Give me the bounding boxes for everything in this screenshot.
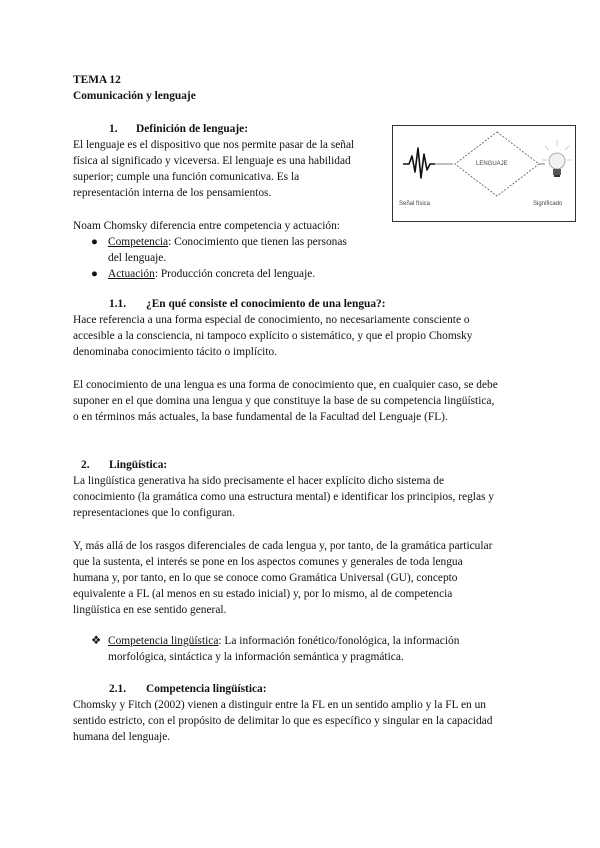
diagram-right-label: Significado xyxy=(533,201,563,207)
doc-subtitle: Comunicación y lenguaje xyxy=(73,90,196,102)
diagram-center-label: LENGUAJE xyxy=(476,161,508,167)
paragraph-line: Hace referencia a una forma especial de conocimiento, no necesariamente consciente o xyxy=(73,314,470,326)
paragraph-line: superior; cumple una función comunicativa. Es la xyxy=(73,171,300,183)
paragraph-line: suponer en el que domina una lengua y que constituye la base de su competencia lingüística, xyxy=(73,395,495,407)
paragraph-line: denominaba conocimiento tácito o implícito. xyxy=(73,346,278,358)
paragraph-line: equivalente a FL (al menos en su estado inicial) y, por lo mismo, al de competencia xyxy=(73,588,453,600)
section-1-1-title: ¿En qué consiste el conocimiento de una lengua?: xyxy=(146,298,386,310)
section-2-1-number: 2.1. xyxy=(109,683,127,695)
paragraph-line: El lenguaje es el dispositivo que nos permite pasar de la señal xyxy=(73,139,355,151)
section-1-1-paragraph-1 xyxy=(73,312,533,360)
paragraph-line: Y, más allá de los rasgos diferenciales de cada lengua y, por tanto, de la gramática particular xyxy=(73,540,493,552)
bullet-text: del lenguaje. xyxy=(108,252,167,264)
bullet-term: Actuación xyxy=(108,268,155,280)
paragraph-line: humana y, por tanto, en lo que se conoce como Gramática Universal (GU), concepto xyxy=(73,572,458,584)
paragraph-line: que la sustenta, el interés se pone en los aspectos comunes y generales de toda lengua xyxy=(73,556,463,568)
language-diagram xyxy=(392,125,576,222)
doc-title: TEMA 12 xyxy=(73,74,121,86)
paragraph-line: física al significado y viceversa. El lenguaje es una habilidad xyxy=(73,155,351,167)
bullet-icon: ● xyxy=(91,268,98,280)
paragraph-line: El conocimiento de una lengua es una forma de conocimiento que, en cualquier caso, se debe xyxy=(73,379,498,391)
section-2-1-paragraph xyxy=(73,697,533,745)
paragraph-line: Chomsky y Fitch (2002) vienen a distinguir entre la FL en un sentido amplio y la FL en un xyxy=(73,699,486,711)
section-2-paragraph-1 xyxy=(73,473,533,521)
bullet-text: morfológica, sintáctica y la información semántica y pragmática. xyxy=(108,651,404,663)
paragraph-line: accesible a la consciencia, ni tampoco explícito o sistemático, y que el propio Chomsky xyxy=(73,330,473,342)
diagram-left-label: Señal física xyxy=(399,201,431,207)
paragraph-line: o en términos más actuales, la base fundamental de la Facultad del Lenguaje (FL). xyxy=(73,411,448,423)
bullet-icon: ● xyxy=(91,236,98,248)
section-1-1-paragraph-2 xyxy=(73,377,533,425)
paragraph-line: representación interna de los pensamientos. xyxy=(73,187,272,199)
section-2-title: Lingüística: xyxy=(109,459,168,471)
bullet-term: Competencia xyxy=(108,236,169,248)
paragraph-line: sentido estricto, con el propósito de delimitar lo que es específico y singular en la capacidad xyxy=(73,715,493,727)
section-2-number: 2. xyxy=(81,459,90,471)
section-2-paragraph-2 xyxy=(73,538,533,618)
lightbulb-icon xyxy=(542,140,572,177)
paragraph-line: conocimiento (la gramática como una estructura mental) e identificar los principios, reglas y xyxy=(73,491,494,503)
waveform-icon xyxy=(403,148,435,178)
chomsky-intro: Noam Chomsky diferencia entre competencia y actuación: xyxy=(73,220,340,232)
section-1-paragraph xyxy=(73,137,383,201)
section-1-1-number: 1.1. xyxy=(109,298,127,310)
bullet-text: : La información fonético/fonológica, la información xyxy=(218,635,460,647)
bullet-text: : Producción concreta del lenguaje. xyxy=(154,268,316,280)
paragraph-line: lingüística en ese sentido general. xyxy=(73,604,227,616)
bullet-term: Competencia lingüística xyxy=(108,635,219,647)
paragraph-line: representaciones que lo configuran. xyxy=(73,507,235,519)
bullet-text: : Conocimiento que tienen las personas xyxy=(168,236,347,248)
section-1-number: 1. xyxy=(109,123,118,135)
paragraph-line: humana del lenguaje. xyxy=(73,731,171,743)
section-2-1-title: Competencia lingüística: xyxy=(146,683,267,695)
diamond-bullet-icon: ❖ xyxy=(91,635,102,647)
paragraph-line: La lingüística generativa ha sido precisamente el hacer explícito dicho sistema de xyxy=(73,475,445,487)
section-1-title: Definición de lenguaje: xyxy=(136,123,248,135)
